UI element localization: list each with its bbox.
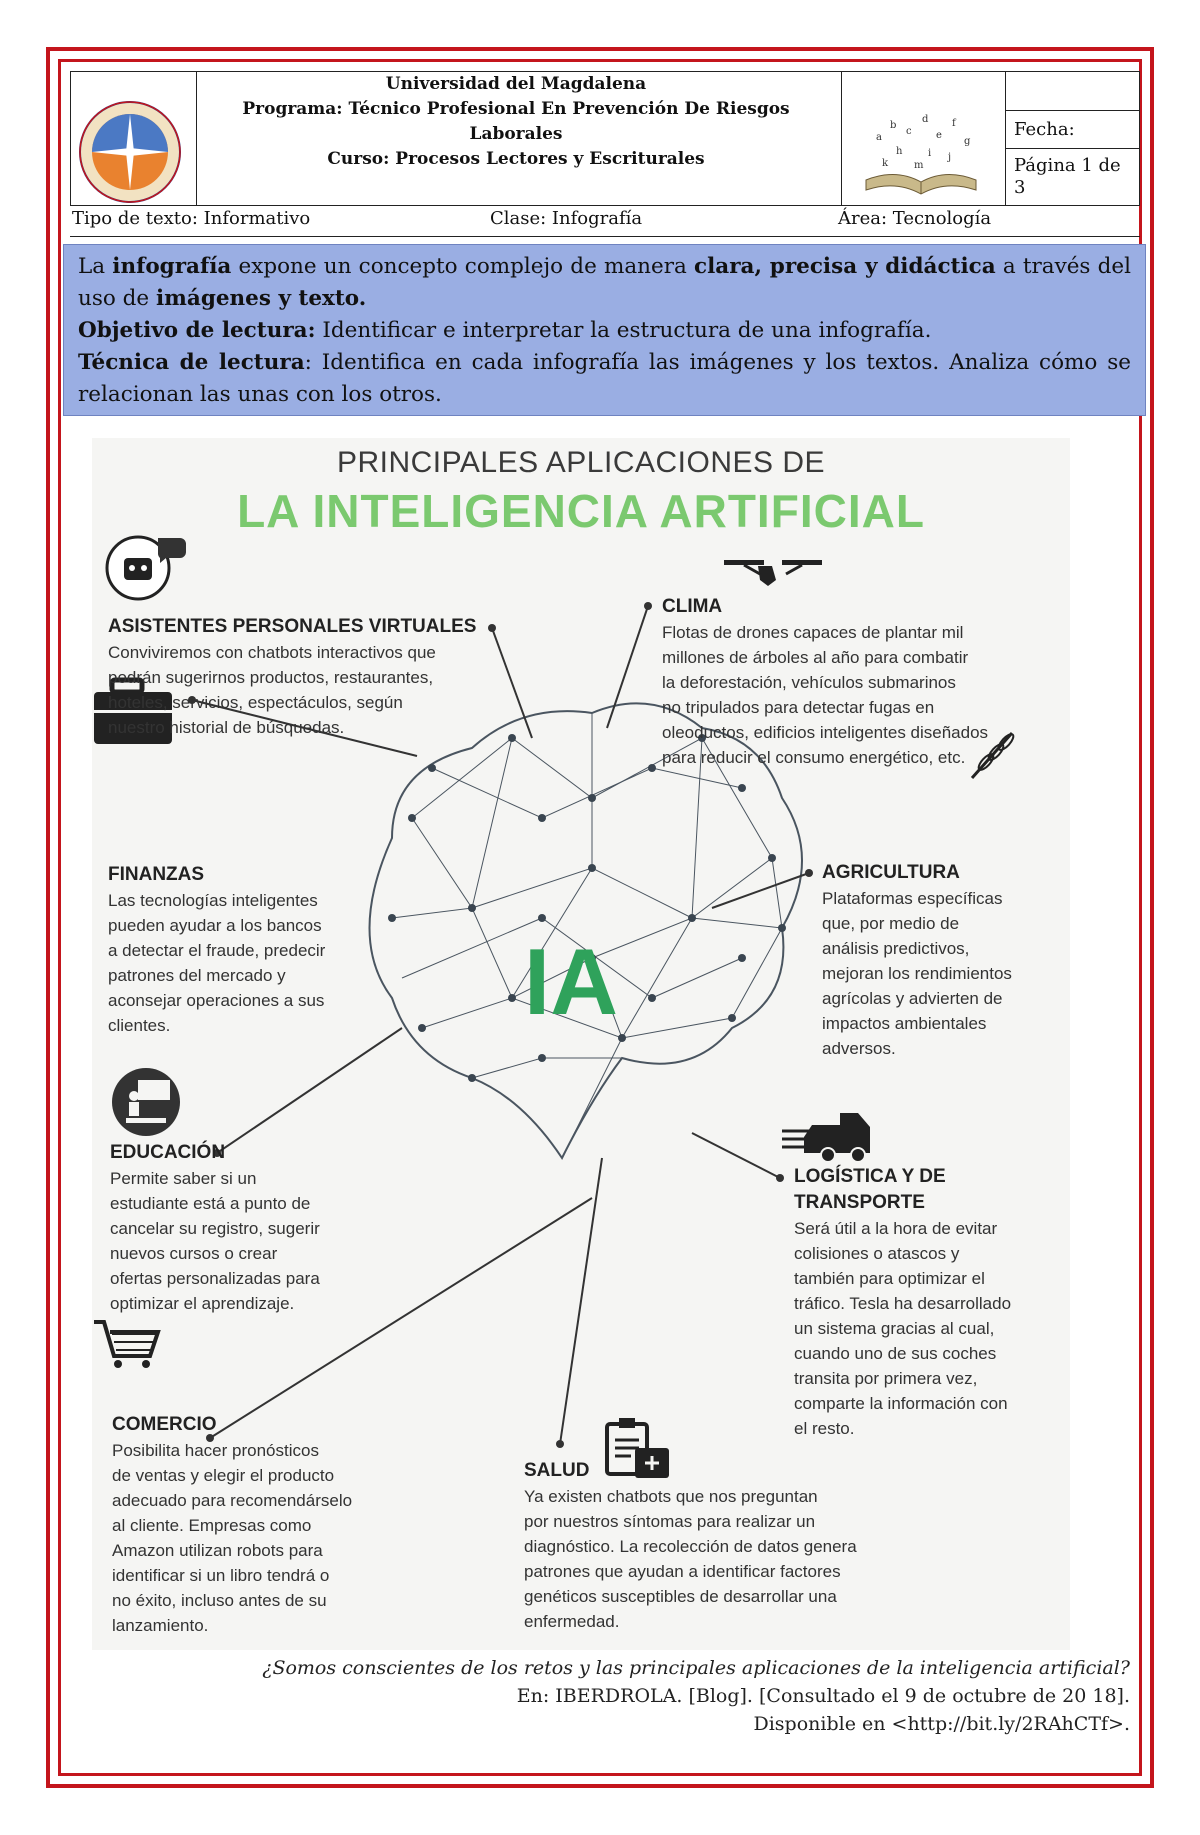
section-title: ASISTENTES PERSONALES VIRTUALES <box>108 616 477 637</box>
section-line: identificar si un libro tendrá o <box>112 1566 330 1585</box>
section-line: Plataformas específicas <box>822 889 1003 908</box>
type-row-divider <box>70 236 1140 237</box>
citation <box>130 1654 1130 1738</box>
objective-label: Objetivo de lectura: <box>78 318 316 343</box>
citation-title: ¿Somos conscientes de los retos y las principales aplicaciones de la inteligencia artificial? <box>262 1657 1130 1679</box>
section-logistica <box>794 1164 1064 1441</box>
program-name: Programa: Técnico Profesional En Prevención De Riesgos Laborales <box>242 99 790 144</box>
infographic-subtitle: PRINCIPALES APLICACIONES DE <box>336 446 826 479</box>
section-line: patrones que ayudan a identificar factores <box>524 1562 841 1581</box>
section-title: FINANZAS <box>108 864 205 885</box>
section-line: clientes. <box>108 1016 171 1035</box>
section-line: cancelar su registro, sugerir <box>110 1219 320 1238</box>
technique-paragraph <box>78 347 1131 411</box>
svg-text:h: h <box>896 146 903 157</box>
intro-bold: clara, precisa y didáctica <box>694 254 996 279</box>
section-asistentes <box>108 614 508 740</box>
section-line: Posibilita hacer pronósticos <box>112 1441 319 1460</box>
section-line: no éxito, incluso antes de su <box>112 1591 327 1610</box>
section-line: adecuado para recomendárselo <box>112 1491 353 1510</box>
university-name: Universidad del Magdalena <box>385 74 647 94</box>
section-title: SALUD <box>524 1460 590 1481</box>
blank-cell <box>1005 71 1140 111</box>
section-title: COMERCIO <box>112 1414 217 1435</box>
section-line: tráfico. Tesla ha desarrollado <box>794 1294 1012 1313</box>
intro-box <box>63 244 1146 416</box>
section-line: Amazon utilizan robots para <box>112 1541 323 1560</box>
date-label: Fecha: <box>1014 119 1075 140</box>
section-line: colisiones o atascos y <box>794 1244 960 1263</box>
section-line: transita por primera vez, <box>794 1369 978 1388</box>
intro-text: a través del uso de <box>78 254 1132 311</box>
intro-bold: infografía <box>112 254 232 279</box>
section-line: aconsejar operaciones a sus <box>108 991 325 1010</box>
text-type: Tipo de texto: Informativo <box>72 208 311 229</box>
section-line: análisis predictivos, <box>822 939 970 958</box>
section-line: agrícolas y advierten de <box>822 989 1003 1008</box>
header-divider <box>841 72 842 205</box>
section-line: un sistema gracias al cual, <box>794 1319 995 1338</box>
section-title: TRANSPORTE <box>794 1192 925 1213</box>
section-line: al cliente. Empresas como <box>112 1516 312 1535</box>
section-line: también para optimizar el <box>794 1269 985 1288</box>
objective-text: Identificar e interpretar la estructura de una infografía. <box>315 318 932 343</box>
section-line: por nuestros síntomas para realizar un <box>524 1512 816 1531</box>
section-line: genéticos susceptibles de desarrollar una <box>524 1587 837 1606</box>
intro-text: La <box>78 254 113 279</box>
section-line: Ya existen chatbots que nos preguntan <box>524 1487 818 1506</box>
section-educacion <box>110 1140 370 1316</box>
class-type: Clase: Infografía <box>490 208 643 229</box>
section-line: adversos. <box>822 1039 896 1058</box>
infographic-title: LA INTELIGENCIA ARTIFICIAL <box>237 485 925 537</box>
section-line: millones de árboles al año para combatir <box>662 648 969 667</box>
section-line: nuevos cursos o crear <box>110 1244 278 1263</box>
technique-label: Técnica de lectura <box>78 350 305 375</box>
section-line: mejoran los rendimientos <box>822 964 1012 983</box>
infographic <box>92 438 1070 1650</box>
section-title: LOGÍSTICA Y DE <box>794 1166 946 1187</box>
section-line: no tripulados para detectar fugas en <box>662 698 935 717</box>
section-line: optimizar el aprendizaje. <box>110 1294 295 1313</box>
section-title: EDUCACIÓN <box>110 1142 226 1163</box>
svg-text:f: f <box>952 118 956 129</box>
teacher-board-icon <box>112 1068 180 1136</box>
svg-text:j: j <box>948 152 952 163</box>
svg-text:m: m <box>914 160 924 171</box>
section-comercio <box>112 1412 402 1638</box>
technique-text: : Identifica en cada infografía las imágenes y los textos. Analiza cómo se relacionan las unas con los otros. <box>78 350 1131 407</box>
section-line: enfermedad. <box>524 1612 620 1631</box>
svg-text:a: a <box>876 132 882 143</box>
objective-paragraph <box>78 315 1131 347</box>
section-line: estudiante está a punto de <box>110 1194 311 1213</box>
section-title: AGRICULTURA <box>822 862 960 883</box>
robot-chat-icon <box>107 537 186 599</box>
citation-link[interactable]: Disponible en <http://bit.ly/2RAhCTf>. <box>753 1713 1130 1735</box>
section-line: para reducir el consumo energético, etc. <box>662 748 966 767</box>
section-line: nuestro historial de búsquedas. <box>108 718 345 737</box>
svg-text:k: k <box>882 158 889 169</box>
svg-text:d: d <box>922 114 929 125</box>
section-line: patrones del mercado y <box>108 966 286 985</box>
page-label: Página 1 de 3 <box>1014 155 1121 198</box>
svg-text:b: b <box>890 120 897 131</box>
svg-text:i: i <box>928 148 932 159</box>
section-line: cuando uno de sus coches <box>794 1344 997 1363</box>
section-line: que, por medio de <box>822 914 960 933</box>
area-type: Área: Tecnología <box>838 208 992 229</box>
university-logo-icon <box>78 100 182 204</box>
intro-paragraph <box>78 251 1131 315</box>
section-line: comparte la información con <box>794 1394 1008 1413</box>
page-cell <box>1005 149 1140 206</box>
date-page-cells <box>1005 71 1140 206</box>
section-line: Las tecnologías inteligentes <box>108 891 318 910</box>
section-line: Conviviremos con chatbots interactivos que <box>108 643 436 662</box>
section-line: impactos ambientales <box>822 1014 987 1033</box>
ia-center-label: IA <box>524 929 618 1034</box>
svg-text:e: e <box>936 130 942 141</box>
intro-text: expone un concepto complejo de manera <box>231 254 695 279</box>
date-cell <box>1005 111 1140 149</box>
section-line: podrán sugerirnos productos, restaurantes, <box>108 668 434 687</box>
section-line: de ventas y elegir el producto <box>112 1466 335 1485</box>
section-line: la deforestación, vehículos submarinos <box>662 673 956 692</box>
section-line: Flotas de drones capaces de plantar mil <box>662 623 964 642</box>
header-title <box>196 72 836 172</box>
section-line: pueden ayudar a los bancos <box>108 916 322 935</box>
svg-text:g: g <box>964 136 971 147</box>
section-agricultura <box>822 860 1062 1061</box>
citation-source: En: IBERDROLA. [Blog]. [Consultado el 9 de octubre de 20 18]. <box>516 1685 1130 1707</box>
intro-bold: imágenes y texto. <box>155 286 367 311</box>
shopping-cart-icon <box>94 1322 158 1368</box>
section-line: ofertas personalizadas para <box>110 1269 320 1288</box>
section-line: lanzamiento. <box>112 1616 209 1635</box>
section-line: Será útil a la hora de evitar <box>794 1219 998 1238</box>
section-salud <box>524 1458 904 1634</box>
section-line: Permite saber si un <box>110 1169 257 1188</box>
section-line: a detectar el fraude, predecir <box>108 941 326 960</box>
section-line: el resto. <box>794 1419 855 1438</box>
section-line: diagnóstico. La recolección de datos genera <box>524 1537 857 1556</box>
section-line: hoteles, servicios, espectáculos, según <box>108 693 403 712</box>
section-clima <box>662 594 1062 770</box>
truck-icon <box>782 1113 870 1162</box>
drone-icon <box>724 560 822 586</box>
section-title: CLIMA <box>662 596 723 617</box>
section-line: oleoductos, edificios inteligentes diseñados <box>662 723 989 742</box>
open-book-letters-icon <box>856 110 986 204</box>
course-name: Curso: Procesos Lectores y Escriturales <box>327 149 705 169</box>
svg-text:c: c <box>906 126 912 137</box>
section-finanzas <box>108 862 378 1038</box>
